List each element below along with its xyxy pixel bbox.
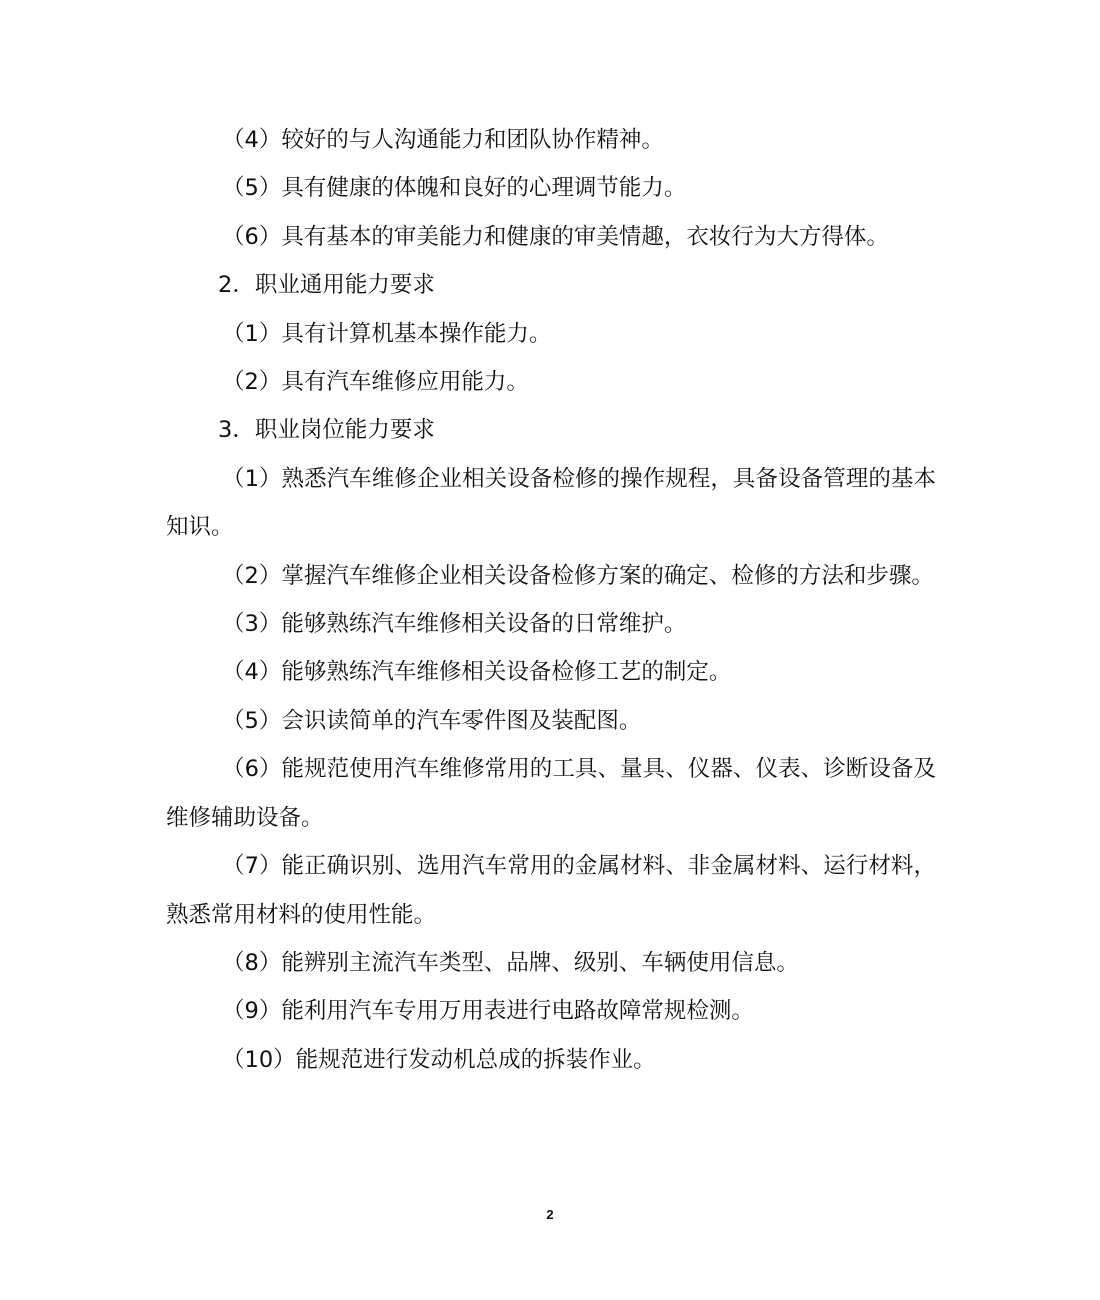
paragraph-position-ability-5: （5）会识读简单的汽车零件图及装配图。 (222, 707, 642, 734)
paragraph-position-ability-10: （10）能规范进行发动机总成的拆装作业。 (222, 1046, 656, 1073)
paragraph-general-ability-1: （1）具有计算机基本操作能力。 (222, 320, 552, 347)
paragraph-position-ability-2: （2）掌握汽车维修企业相关设备检修方案的确定、检修的方法和步骤。 (222, 562, 934, 589)
paragraph-soft-skill-6: （6）具有基本的审美能力和健康的审美情趣，衣妆行为大方得体。 (222, 223, 889, 250)
paragraph-general-ability-2: （2）具有汽车维修应用能力。 (222, 369, 529, 396)
page-number: 2 (546, 1207, 554, 1222)
section-heading-general-ability: 2．职业通用能力要求 (218, 272, 435, 299)
paragraph-position-ability-9: （9）能利用汽车专用万用表进行电路故障常规检测。 (222, 998, 754, 1025)
paragraph-position-ability-7: （7）能正确识别、选用汽车常用的金属材料、非金属材料、运行材料，熟悉常用材料的使用性能。 (166, 853, 936, 928)
paragraph-position-ability-4: （4）能够熟练汽车维修相关设备检修工艺的制定。 (222, 659, 732, 686)
paragraph-position-ability-8: （8）能辨别主流汽车类型、品牌、级别、车辆使用信息。 (222, 949, 799, 976)
page-body (166, 116, 936, 1084)
paragraph-position-ability-3: （3）能够熟练汽车维修相关设备的日常维护。 (222, 611, 687, 638)
section-heading-position-ability: 3．职业岗位能力要求 (218, 417, 435, 444)
paragraph-position-ability-6: （6）能规范使用汽车维修常用的工具、量具、仪器、仪表、诊断设备及维修辅助设备。 (166, 756, 936, 831)
paragraph-soft-skill-4: （4）较好的与人沟通能力和团队协作精神。 (222, 127, 664, 153)
paragraph-position-ability-1: （1）熟悉汽车维修企业相关设备检修的操作规程，具备设备管理的基本知识。 (166, 465, 936, 541)
paragraph-soft-skill-5: （5）具有健康的体魄和良好的心理调节能力。 (222, 175, 687, 202)
